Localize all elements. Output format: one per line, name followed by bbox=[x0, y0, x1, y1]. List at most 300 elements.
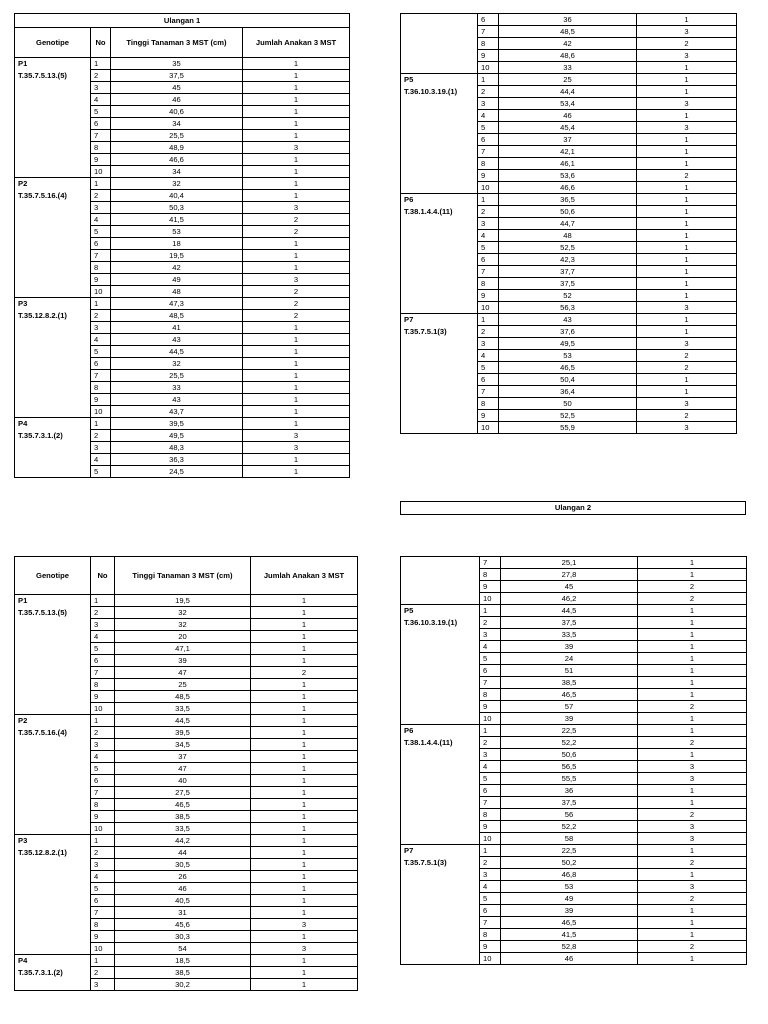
tinggi-cell: 44,5 bbox=[501, 605, 638, 617]
genotipe-cell bbox=[401, 893, 480, 905]
tinggi-cell: 39 bbox=[115, 655, 251, 667]
jumlah-cell: 1 bbox=[638, 689, 747, 701]
genotipe-cell bbox=[15, 943, 91, 955]
no-cell: 10 bbox=[480, 833, 501, 845]
no-cell: 5 bbox=[91, 763, 115, 775]
jumlah-cell: 3 bbox=[638, 833, 747, 845]
no-header: No bbox=[91, 557, 115, 595]
table-row bbox=[401, 605, 747, 617]
genotipe-cell bbox=[401, 362, 478, 374]
tinggi-cell: 19,5 bbox=[111, 250, 243, 262]
tinggi-cell: 52,2 bbox=[501, 737, 638, 749]
tinggi-cell: 56,3 bbox=[499, 302, 637, 314]
jumlah-cell: 1 bbox=[637, 242, 737, 254]
table-row bbox=[15, 226, 350, 238]
jumlah-cell: 3 bbox=[243, 142, 350, 154]
tinggi-cell: 38,5 bbox=[115, 967, 251, 979]
genotipe-cell bbox=[15, 394, 91, 406]
no-cell: 1 bbox=[480, 605, 501, 617]
tinggi-cell: 34,5 bbox=[115, 739, 251, 751]
jumlah-cell: 1 bbox=[243, 166, 350, 178]
tinggi-cell: 40,5 bbox=[115, 895, 251, 907]
no-cell: 1 bbox=[91, 178, 111, 190]
genotipe-cell bbox=[15, 262, 91, 274]
genotipe-cell bbox=[401, 809, 480, 821]
no-cell: 6 bbox=[478, 14, 499, 26]
genotipe-cell: T.35.7.5.1(3) bbox=[401, 326, 478, 338]
no-cell: 7 bbox=[91, 370, 111, 382]
tinggi-cell: 48,5 bbox=[111, 310, 243, 322]
table-row bbox=[15, 262, 350, 274]
jumlah-cell: 1 bbox=[243, 358, 350, 370]
table-row bbox=[15, 70, 350, 82]
jumlah-cell: 1 bbox=[637, 290, 737, 302]
jumlah-cell: 1 bbox=[251, 895, 358, 907]
table-row bbox=[401, 314, 737, 326]
tinggi-cell: 36 bbox=[499, 14, 637, 26]
jumlah-cell: 1 bbox=[251, 763, 358, 775]
table-row bbox=[401, 194, 737, 206]
jumlah-cell: 1 bbox=[243, 130, 350, 142]
jumlah-cell: 1 bbox=[243, 418, 350, 430]
genotipe-cell bbox=[15, 466, 91, 478]
table-row bbox=[15, 442, 350, 454]
tinggi-cell: 46,5 bbox=[499, 362, 637, 374]
no-cell: 6 bbox=[480, 665, 501, 677]
tinggi-cell: 43,7 bbox=[111, 406, 243, 418]
no-cell: 5 bbox=[480, 773, 501, 785]
table-row bbox=[401, 761, 747, 773]
no-cell: 2 bbox=[478, 326, 499, 338]
ulangan2-title: Ulangan 2 bbox=[400, 501, 746, 515]
no-cell: 1 bbox=[478, 314, 499, 326]
jumlah-cell: 2 bbox=[637, 410, 737, 422]
table-row bbox=[15, 643, 358, 655]
jumlah-cell: 1 bbox=[251, 691, 358, 703]
table-row bbox=[15, 763, 358, 775]
tinggi-cell: 39,5 bbox=[111, 418, 243, 430]
tinggi-cell: 48 bbox=[111, 286, 243, 298]
jumlah-cell: 1 bbox=[637, 218, 737, 230]
table-row bbox=[15, 82, 350, 94]
jumlah-cell: 1 bbox=[638, 713, 747, 725]
jumlah-cell: 1 bbox=[251, 607, 358, 619]
tinggi-cell: 25,5 bbox=[111, 130, 243, 142]
genotipe-cell: P7 bbox=[401, 845, 480, 857]
jumlah-cell: 2 bbox=[251, 667, 358, 679]
tinggi-cell: 56 bbox=[501, 809, 638, 821]
tinggi-cell: 44 bbox=[115, 847, 251, 859]
jumlah-cell: 1 bbox=[637, 86, 737, 98]
genotipe-cell bbox=[401, 581, 480, 593]
table-row bbox=[401, 665, 747, 677]
jumlah-cell: 2 bbox=[243, 226, 350, 238]
tinggi-cell: 46,5 bbox=[115, 799, 251, 811]
tinggi-cell: 46,6 bbox=[111, 154, 243, 166]
table-row bbox=[401, 641, 747, 653]
no-cell: 6 bbox=[91, 775, 115, 787]
genotipe-cell: T.35.7.5.13.(5) bbox=[15, 70, 91, 82]
genotipe-cell bbox=[15, 406, 91, 418]
no-cell: 5 bbox=[91, 883, 115, 895]
tinggi-cell: 32 bbox=[111, 178, 243, 190]
table-row bbox=[15, 202, 350, 214]
no-cell: 1 bbox=[478, 194, 499, 206]
table-row bbox=[401, 785, 747, 797]
no-cell: 6 bbox=[91, 895, 115, 907]
ulangan1-right-body bbox=[401, 14, 737, 434]
no-cell: 1 bbox=[91, 58, 111, 70]
tinggi-cell: 32 bbox=[115, 619, 251, 631]
tinggi-cell: 37 bbox=[499, 134, 637, 146]
jumlah-cell: 3 bbox=[638, 821, 747, 833]
genotipe-cell bbox=[15, 763, 91, 775]
table-row bbox=[15, 238, 350, 250]
no-cell: 3 bbox=[480, 869, 501, 881]
jumlah-cell: 1 bbox=[637, 182, 737, 194]
genotipe-cell bbox=[401, 821, 480, 833]
tinggi-cell: 24,5 bbox=[111, 466, 243, 478]
genotipe-cell bbox=[15, 346, 91, 358]
genotipe-cell: P5 bbox=[401, 605, 480, 617]
jumlah-cell: 1 bbox=[638, 845, 747, 857]
table-row bbox=[401, 749, 747, 761]
genotipe-cell bbox=[401, 350, 478, 362]
tinggi-cell: 33 bbox=[111, 382, 243, 394]
no-cell: 9 bbox=[91, 394, 111, 406]
no-cell: 7 bbox=[480, 797, 501, 809]
table-row bbox=[401, 374, 737, 386]
jumlah-cell: 2 bbox=[243, 310, 350, 322]
table-row bbox=[15, 118, 350, 130]
tinggi-cell: 44,5 bbox=[111, 346, 243, 358]
genotipe-cell bbox=[401, 290, 478, 302]
table-row bbox=[15, 955, 358, 967]
no-cell: 8 bbox=[478, 398, 499, 410]
tinggi-cell: 25 bbox=[499, 74, 637, 86]
jumlah-cell: 1 bbox=[243, 454, 350, 466]
genotipe-cell bbox=[15, 667, 91, 679]
no-cell: 1 bbox=[480, 725, 501, 737]
ulangan1-left-body bbox=[15, 58, 350, 478]
table-row bbox=[15, 619, 358, 631]
jumlah-cell: 2 bbox=[638, 809, 747, 821]
tinggi-cell: 42,1 bbox=[499, 146, 637, 158]
genotipe-cell bbox=[401, 593, 480, 605]
jumlah-cell: 3 bbox=[251, 943, 358, 955]
jumlah-cell: 3 bbox=[637, 338, 737, 350]
no-cell: 8 bbox=[480, 929, 501, 941]
no-cell: 9 bbox=[480, 581, 501, 593]
no-cell: 4 bbox=[91, 94, 111, 106]
genotipe-cell bbox=[15, 679, 91, 691]
tinggi-cell: 50,6 bbox=[501, 749, 638, 761]
jumlah-cell: 3 bbox=[243, 274, 350, 286]
table-row bbox=[401, 266, 737, 278]
no-cell: 3 bbox=[91, 82, 111, 94]
no-cell: 2 bbox=[480, 617, 501, 629]
jumlah-cell: 1 bbox=[243, 82, 350, 94]
table-row bbox=[401, 158, 737, 170]
ulangan1-left-table bbox=[14, 13, 350, 478]
no-cell: 3 bbox=[91, 619, 115, 631]
table-row bbox=[15, 883, 358, 895]
tinggi-cell: 53 bbox=[111, 226, 243, 238]
genotipe-cell: P3 bbox=[15, 298, 91, 310]
no-cell: 4 bbox=[478, 230, 499, 242]
no-cell: 1 bbox=[91, 715, 115, 727]
genotipe-cell bbox=[15, 907, 91, 919]
genotipe-cell: T.35.7.3.1.(2) bbox=[15, 430, 91, 442]
genotipe-cell bbox=[401, 773, 480, 785]
genotipe-cell bbox=[401, 110, 478, 122]
genotipe-cell: T.35.7.5.13.(5) bbox=[15, 607, 91, 619]
genotipe-cell bbox=[401, 629, 480, 641]
table-row bbox=[401, 134, 737, 146]
tinggi-cell: 30,3 bbox=[115, 931, 251, 943]
tinggi-cell: 42,3 bbox=[499, 254, 637, 266]
no-cell: 9 bbox=[91, 811, 115, 823]
jumlah-cell: 1 bbox=[243, 466, 350, 478]
tinggi-cell: 46 bbox=[115, 883, 251, 895]
tinggi-cell: 37,7 bbox=[499, 266, 637, 278]
no-cell: 4 bbox=[91, 751, 115, 763]
genotipe-cell bbox=[401, 62, 478, 74]
table-row bbox=[401, 254, 737, 266]
no-cell: 5 bbox=[480, 893, 501, 905]
no-cell: 3 bbox=[91, 859, 115, 871]
tinggi-cell: 39 bbox=[501, 905, 638, 917]
no-cell: 10 bbox=[91, 823, 115, 835]
genotipe-cell bbox=[15, 931, 91, 943]
jumlah-cell: 1 bbox=[243, 190, 350, 202]
tinggi-cell: 42 bbox=[499, 38, 637, 50]
genotipe-cell bbox=[15, 382, 91, 394]
tinggi-cell: 52,5 bbox=[499, 242, 637, 254]
jumlah-cell: 1 bbox=[638, 953, 747, 965]
genotipe-cell bbox=[15, 358, 91, 370]
genotipe-cell bbox=[15, 691, 91, 703]
genotipe-cell: P6 bbox=[401, 194, 478, 206]
genotipe-cell bbox=[401, 410, 478, 422]
tinggi-cell: 22,5 bbox=[501, 845, 638, 857]
jumlah-cell: 2 bbox=[638, 857, 747, 869]
genotipe-cell bbox=[15, 871, 91, 883]
no-cell: 7 bbox=[91, 907, 115, 919]
jumlah-cell: 1 bbox=[243, 406, 350, 418]
table-row bbox=[401, 386, 737, 398]
tinggi-cell: 39 bbox=[501, 713, 638, 725]
tinggi-cell: 47,3 bbox=[111, 298, 243, 310]
jumlah-cell: 1 bbox=[251, 655, 358, 667]
table-row bbox=[401, 230, 737, 242]
tinggi-cell: 49 bbox=[501, 893, 638, 905]
no-cell: 7 bbox=[91, 667, 115, 679]
table-row bbox=[15, 799, 358, 811]
genotipe-cell: P1 bbox=[15, 58, 91, 70]
no-cell: 2 bbox=[91, 430, 111, 442]
no-cell: 7 bbox=[480, 677, 501, 689]
table-row bbox=[401, 50, 737, 62]
table-row bbox=[401, 206, 737, 218]
jumlah-cell: 2 bbox=[638, 893, 747, 905]
tinggi-cell: 40,4 bbox=[111, 190, 243, 202]
tinggi-cell: 45 bbox=[501, 581, 638, 593]
jumlah-cell: 1 bbox=[243, 154, 350, 166]
genotipe-cell bbox=[401, 677, 480, 689]
tinggi-cell: 33,5 bbox=[115, 703, 251, 715]
table-row bbox=[15, 787, 358, 799]
no-cell: 9 bbox=[91, 691, 115, 703]
tinggi-cell: 34 bbox=[111, 166, 243, 178]
genotipe-cell bbox=[15, 130, 91, 142]
tinggi-cell: 50,2 bbox=[501, 857, 638, 869]
tinggi-cell: 46,1 bbox=[499, 158, 637, 170]
table-row bbox=[15, 346, 350, 358]
tinggi-cell: 18 bbox=[111, 238, 243, 250]
jumlah-cell: 1 bbox=[243, 334, 350, 346]
genotipe-cell bbox=[401, 50, 478, 62]
jumlah-cell: 3 bbox=[251, 919, 358, 931]
table-row bbox=[15, 94, 350, 106]
no-cell: 3 bbox=[480, 629, 501, 641]
genotipe-cell bbox=[401, 254, 478, 266]
genotipe-cell bbox=[15, 82, 91, 94]
genotipe-cell bbox=[15, 775, 91, 787]
no-cell: 5 bbox=[91, 643, 115, 655]
genotipe-cell bbox=[401, 701, 480, 713]
genotipe-cell bbox=[401, 689, 480, 701]
genotipe-cell bbox=[15, 274, 91, 286]
genotipe-cell: T.35.12.8.2.(1) bbox=[15, 310, 91, 322]
jumlah-cell: 1 bbox=[637, 254, 737, 266]
jumlah-cell: 1 bbox=[251, 727, 358, 739]
tinggi-cell: 48 bbox=[499, 230, 637, 242]
no-cell: 5 bbox=[91, 226, 111, 238]
table-row bbox=[401, 629, 747, 641]
no-cell: 8 bbox=[91, 382, 111, 394]
table-row bbox=[15, 190, 350, 202]
no-cell: 7 bbox=[91, 130, 111, 142]
jumlah-cell: 2 bbox=[243, 214, 350, 226]
table-row bbox=[15, 859, 358, 871]
no-cell: 1 bbox=[91, 595, 115, 607]
no-cell: 8 bbox=[91, 679, 115, 691]
table-row bbox=[401, 38, 737, 50]
jumlah-cell: 2 bbox=[637, 38, 737, 50]
table-row bbox=[15, 751, 358, 763]
no-cell: 10 bbox=[480, 953, 501, 965]
no-cell: 9 bbox=[480, 821, 501, 833]
table-row bbox=[401, 917, 747, 929]
no-cell: 7 bbox=[478, 266, 499, 278]
table-row bbox=[15, 334, 350, 346]
jumlah-cell: 1 bbox=[637, 386, 737, 398]
jumlah-cell: 1 bbox=[243, 370, 350, 382]
tinggi-cell: 36,5 bbox=[499, 194, 637, 206]
table-row bbox=[15, 250, 350, 262]
jumlah-cell: 1 bbox=[251, 871, 358, 883]
genotipe-cell bbox=[401, 941, 480, 953]
table-row bbox=[401, 677, 747, 689]
genotipe-cell bbox=[15, 238, 91, 250]
table-row bbox=[15, 979, 358, 991]
jumlah-cell: 1 bbox=[638, 653, 747, 665]
tinggi-cell: 19,5 bbox=[115, 595, 251, 607]
tinggi-cell: 35 bbox=[111, 58, 243, 70]
genotipe-cell bbox=[15, 166, 91, 178]
tinggi-cell: 25 bbox=[115, 679, 251, 691]
genotipe-cell bbox=[15, 859, 91, 871]
genotipe-cell bbox=[15, 322, 91, 334]
jumlah-cell: 1 bbox=[251, 859, 358, 871]
genotipe-cell: T.35.12.8.2.(1) bbox=[15, 847, 91, 859]
tinggi-cell: 43 bbox=[111, 334, 243, 346]
tinggi-cell: 42 bbox=[111, 262, 243, 274]
jumlah-cell: 3 bbox=[243, 430, 350, 442]
jumlah-cell: 2 bbox=[638, 941, 747, 953]
jumlah-cell: 2 bbox=[637, 170, 737, 182]
no-cell: 7 bbox=[478, 386, 499, 398]
no-cell: 10 bbox=[91, 703, 115, 715]
jumlah-header: Jumlah Anakan 3 MST bbox=[251, 557, 358, 595]
table-row bbox=[401, 737, 747, 749]
table-row bbox=[15, 823, 358, 835]
no-cell: 5 bbox=[480, 653, 501, 665]
no-cell: 2 bbox=[91, 190, 111, 202]
genotipe-cell bbox=[15, 118, 91, 130]
genotipe-cell bbox=[401, 170, 478, 182]
tinggi-cell: 51 bbox=[501, 665, 638, 677]
ulangan2-left-block bbox=[14, 556, 358, 991]
no-cell: 10 bbox=[478, 302, 499, 314]
tinggi-cell: 37,5 bbox=[499, 278, 637, 290]
jumlah-cell: 1 bbox=[251, 931, 358, 943]
no-cell: 1 bbox=[91, 298, 111, 310]
table-row bbox=[401, 581, 747, 593]
table-row bbox=[15, 106, 350, 118]
tinggi-cell: 52 bbox=[499, 290, 637, 302]
jumlah-cell: 1 bbox=[637, 146, 737, 158]
jumlah-cell: 1 bbox=[251, 703, 358, 715]
no-cell: 2 bbox=[91, 967, 115, 979]
tinggi-cell: 31 bbox=[115, 907, 251, 919]
genotipe-cell bbox=[401, 761, 480, 773]
tinggi-cell: 52,5 bbox=[499, 410, 637, 422]
jumlah-cell: 1 bbox=[637, 278, 737, 290]
tinggi-cell: 25,1 bbox=[501, 557, 638, 569]
tinggi-cell: 45,4 bbox=[499, 122, 637, 134]
tinggi-cell: 39 bbox=[501, 641, 638, 653]
table-row bbox=[15, 466, 350, 478]
tinggi-cell: 50 bbox=[499, 398, 637, 410]
tinggi-cell: 36,3 bbox=[111, 454, 243, 466]
no-cell: 10 bbox=[480, 713, 501, 725]
tinggi-cell: 49,5 bbox=[111, 430, 243, 442]
table-row bbox=[401, 797, 747, 809]
tinggi-cell: 27,8 bbox=[501, 569, 638, 581]
tinggi-cell: 53,6 bbox=[499, 170, 637, 182]
table-row bbox=[401, 593, 747, 605]
no-cell: 2 bbox=[91, 727, 115, 739]
jumlah-cell: 1 bbox=[243, 94, 350, 106]
jumlah-cell: 3 bbox=[637, 422, 737, 434]
jumlah-cell: 1 bbox=[251, 835, 358, 847]
no-cell: 4 bbox=[478, 350, 499, 362]
no-cell: 7 bbox=[91, 250, 111, 262]
tinggi-cell: 27,5 bbox=[115, 787, 251, 799]
jumlah-cell: 1 bbox=[251, 823, 358, 835]
